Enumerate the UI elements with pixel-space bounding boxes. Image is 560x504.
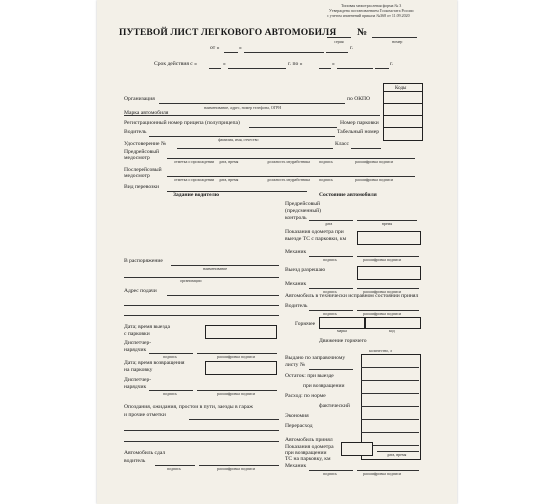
fuel-movement-label: Движение горючего	[319, 338, 367, 344]
trailer-reg-label: Регистрационный номер прицепа (полуприцепа)	[124, 120, 240, 126]
state-driver-sign-hint: подпись	[323, 311, 337, 316]
disposal-label: В распоряжение	[124, 258, 163, 264]
consumption-label-2: фактический	[319, 403, 350, 409]
trailer-reg-line[interactable]	[249, 127, 337, 128]
date-day-line[interactable]	[224, 52, 238, 53]
license-line[interactable]	[177, 148, 333, 149]
validity-to-day[interactable]	[319, 68, 331, 69]
number-sign: №	[357, 27, 368, 38]
validity-to-month[interactable]	[337, 68, 373, 69]
posttrip-med-label-2: медосмотр	[124, 173, 150, 179]
hint-sign-1: подпись	[319, 159, 333, 164]
car-handed-sign-hint: подпись	[167, 466, 181, 471]
dispatcher-label-2a: Диспетчер-	[124, 377, 152, 383]
received-label-3: при возвращении	[285, 450, 327, 456]
exit-time-label-1: Дата; время выезда	[124, 324, 170, 330]
quantity-hint: количество, л	[369, 348, 393, 353]
odo-return-box[interactable]	[341, 442, 373, 456]
form-title: ПУТЕВОЙ ЛИСТ ЛЕГКОВОГО АВТОМОБИЛЯ	[119, 28, 337, 38]
fuel-code-hint: код	[389, 328, 395, 333]
car-handed-label-2: водитель	[124, 458, 146, 464]
fuel-brand-hint: марка	[337, 328, 347, 333]
car-handed-decode-hint: расшифровка подписи	[217, 466, 256, 471]
hint-position-2: должность медработника	[267, 177, 311, 182]
issued-label-2: листу №	[285, 362, 306, 368]
downtime-line-2[interactable]	[124, 430, 279, 431]
pretrip-control-label-3: контроль	[285, 215, 307, 221]
hint-decode-2: расшифровка подписи	[355, 177, 394, 182]
mechanic-label-2: Механик	[285, 281, 307, 287]
state-heading: Состояние автомобиля	[319, 192, 377, 198]
disposal-hint-2: организации	[180, 278, 202, 283]
validity-close-1: »	[223, 61, 226, 67]
hint-mark-1: отметка о прохождении	[174, 159, 215, 164]
mechanic-label-1: Механик	[285, 249, 307, 255]
fuel-label: Горючее	[295, 321, 316, 327]
validity-to-year[interactable]	[375, 68, 389, 69]
series-caption: серия	[334, 39, 344, 44]
dispatcher-label-1a: Диспетчер-	[124, 340, 152, 346]
date-from-label: от «	[210, 45, 220, 51]
downtime-line-3[interactable]	[124, 441, 279, 442]
codes-label: Коды	[395, 85, 407, 91]
exit-allowed-box[interactable]	[357, 266, 421, 280]
pretrip-control-label-2: (предсменный)	[285, 208, 322, 214]
downtime-line-1[interactable]	[189, 419, 279, 420]
okpo-label: по ОКПО	[347, 96, 371, 102]
tab-number-box[interactable]	[383, 127, 423, 141]
odo-out-label-2: выезде ТС с парковки, км	[285, 236, 347, 242]
driver-hint: фамилия, имя, отчество	[218, 137, 259, 142]
disposal-hint-1: наименование	[203, 266, 228, 271]
disposal-line-2[interactable]	[124, 277, 279, 278]
posttrip-med-label-1: Послерейсовый	[124, 167, 162, 173]
pretrip-date-hint: дата	[325, 221, 333, 226]
good-condition-label: Автомобиль в технически исправном состоянии принял	[285, 293, 419, 299]
pretrip-control-label-1: Предрейсовый	[285, 201, 321, 207]
exit-allowed-label: Выезд разрешаю	[285, 267, 326, 273]
dispatcher-label-1b: нарядчик	[124, 347, 147, 353]
supply-address-line-3[interactable]	[124, 315, 279, 316]
mechanic-decode-hint-1: расшифровка подписи	[363, 257, 402, 262]
downtime-label-1: Опоздания, ожидания, простои в пути, заезды в гараж	[124, 404, 253, 410]
car-brand-label: Марка автомобиля	[124, 110, 169, 116]
exit-time-label-2: с парковки	[124, 331, 150, 337]
mechanic-label-3: Механик	[285, 463, 307, 469]
odo-out-box[interactable]	[357, 231, 421, 245]
date-year-suffix: г.	[350, 45, 354, 51]
issued-label-1: Выдано по заправочному	[285, 355, 346, 361]
date-month-line[interactable]	[244, 52, 324, 53]
class-label: Класс	[335, 141, 349, 147]
return-time-label-2: на парковку	[124, 367, 153, 373]
dispatcher-decode-hint-1: расшифровка подписи	[217, 354, 256, 359]
dispatcher-decode-hint-2: расшифровка подписи	[217, 391, 256, 396]
supply-address-label: Адрес подачи	[124, 288, 157, 294]
return-time-box[interactable]	[205, 361, 277, 375]
hint-decode-1: расшифровка подписи	[355, 159, 394, 164]
fuel-row-divider-6	[361, 432, 419, 433]
class-line[interactable]	[351, 148, 381, 149]
organization-line[interactable]	[159, 103, 345, 104]
consumption-label-1: Расход: по норме	[285, 393, 326, 399]
date-close-quote: »	[239, 45, 242, 51]
waybill-form	[97, 0, 457, 504]
license-label: Удостоверение №	[124, 141, 167, 147]
odo-out-label-1: Показания одометра при	[285, 229, 344, 235]
validity-to-label: г. по «	[288, 61, 303, 67]
state-driver-label: Водитель	[285, 303, 308, 309]
transport-type-label: Вид перевозки	[124, 184, 160, 190]
car-handed-label-1: Автомобиль сдал	[124, 450, 166, 456]
dispatcher-label-2b: нарядчик	[124, 384, 147, 390]
pretrip-time-hint: время	[382, 221, 393, 226]
received-datetime-hint: дата, время	[387, 452, 407, 457]
exit-time-box[interactable]	[205, 325, 277, 339]
received-label-2: Показания одометра	[285, 444, 334, 450]
issued-number-line[interactable]	[309, 369, 353, 370]
form-note-1: Типовая межотраслевая форма № 3	[341, 3, 402, 8]
pretrip-med-label-2: медосмотр	[124, 155, 150, 161]
mechanic-decode-hint-3: расшифровка подписи	[363, 471, 402, 476]
validity-from-day[interactable]	[209, 68, 221, 69]
mechanic-sign-hint-3: подпись	[323, 471, 337, 476]
number-line[interactable]	[372, 37, 417, 38]
validity-label: Срок действия с «	[154, 61, 197, 67]
hint-datetime-1: дата, время	[219, 159, 239, 164]
mechanic-decode-hint-2: расшифровка подписи	[363, 289, 402, 294]
fuel-row-divider-4	[361, 406, 419, 407]
driver-label: Водитель	[124, 129, 147, 135]
dispatcher-sign-hint-2: подпись	[163, 391, 177, 396]
received-label-1: Автомобиль принял	[285, 437, 333, 443]
overuse-label: Перерасход	[285, 423, 313, 429]
mechanic-sign-hint-1: подпись	[323, 257, 337, 262]
fuel-row-divider-1	[361, 367, 419, 368]
hint-position-1: должность медработника	[267, 159, 311, 164]
validity-from-month[interactable]	[228, 68, 286, 69]
organization-label: Организация	[124, 96, 155, 102]
fuel-row-divider-2	[361, 380, 419, 381]
form-note-2: Утверждена постановлением Госкомстата России	[329, 8, 414, 13]
hint-datetime-2: дата, время	[219, 177, 239, 182]
organization-hint: наименование, адрес, номер телефона, ОГРН	[204, 105, 282, 110]
downtime-label-2: и прочие отметки	[124, 412, 166, 418]
state-driver-decode-hint: расшифровка подписи	[363, 311, 402, 316]
date-year-line[interactable]	[326, 52, 348, 53]
number-caption: номер	[392, 39, 403, 44]
pretrip-med-label-1: Предрейсовый	[124, 149, 160, 155]
received-label-4: ТС на парковку, км	[285, 456, 331, 462]
mechanic-sign-hint-2: подпись	[323, 289, 337, 294]
parking-number-label: Номер парковки	[340, 120, 379, 126]
task-heading: Задание водителю	[173, 192, 220, 198]
fuel-row-divider-3	[361, 393, 419, 394]
form-note-3: с учетом изменений приказа №368 от 11.09.2020	[327, 13, 410, 18]
economy-label: Экономия	[285, 413, 309, 419]
hint-sign-2: подпись	[319, 177, 333, 182]
tab-number-label: Табельный номер	[337, 129, 380, 135]
validity-year-suffix: г.	[390, 61, 394, 67]
dispatcher-sign-hint-1: подпись	[163, 354, 177, 359]
series-line[interactable]	[327, 37, 351, 38]
supply-address-line-1[interactable]	[167, 295, 279, 296]
remaining-label-2: при возвращении	[303, 383, 345, 389]
return-time-label-1: Дата; время возвращения	[124, 360, 185, 366]
supply-address-line-2[interactable]	[124, 305, 279, 306]
validity-close-2: »	[332, 61, 335, 67]
fuel-row-divider-5	[361, 419, 419, 420]
hint-mark-2: отметка о прохождении	[174, 177, 215, 182]
remaining-label-1: Остаток: при выезде	[285, 373, 334, 379]
